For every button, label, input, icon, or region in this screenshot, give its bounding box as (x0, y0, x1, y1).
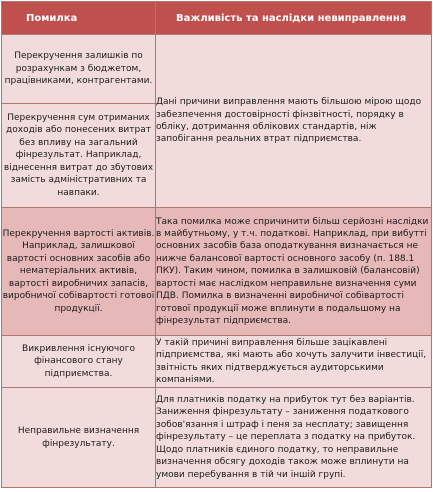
errors-table (1, 1, 432, 488)
header-consequences: Важливість та наслідки невиправлення (156, 2, 432, 35)
table-row (2, 336, 432, 388)
error-cell: Перекручення сум отриманих доходів або понесених витрат без впливу на загальний фінрезультат. Наприклад, віднесення витрат до збутових замість адміністративних та навпаки. (2, 104, 156, 208)
table-row (2, 388, 432, 488)
error-cell: Перекручення вартості активів. Наприклад, залишкової вартості основних засобів або нематеріальних активів, вартості виробничих запасів, виробничої собівартості готової продукції. (2, 208, 156, 336)
error-cell: Перекручення залишків по розрахункам з бюджетом, працівниками, контрагентами. (2, 35, 156, 104)
consequence-cell: Дані причини виправлення мають більшою мірою щодо забезпечення достовірності фінзвітності, порядку в обліку, дотримання облікових стандартів, ніж запобігання реальних втрат підприємства. (156, 35, 432, 208)
consequence-cell: Для платників податку на прибуток тут без варіантів. Заниження фінрезультату – заниження податкового зобов'язання і штраф і пеня за несплату; завищення фінрезультату – це переплата з податку на прибуток. Щодо платників єдиного податку, то неправильне визначення обсягу доходів також може вплинути на умови перебування в тій чи іншій групі. (156, 388, 432, 488)
consequence-cell: Така помилка може спричинити більш серйозні наслідки в майбутньому, у т.ч. податкові. Наприклад, при вибутті основних засобів база оподаткування визначається не нижче балансової вартості основного засобу (п. 188.1 ПКУ). Таким чином, помилка в залишковій (балансовій) вартості має наслідком неправильне визначення суми ПДВ. Помилка в визначенні виробничої собівартості готової продукції може вплинути в подальшому на фінрезультат підприємства. (156, 208, 432, 336)
error-cell: Викривлення існуючого фінансового стану підприємства. (2, 336, 156, 388)
header-row (2, 2, 432, 35)
header-error: Помилка (2, 2, 156, 35)
error-cell: Неправильне визначення фінрезультату. (2, 388, 156, 488)
consequence-cell: У такій причині виправлення більше зацікавлені підприємства, які мають або хочуть залучити інвестиції, звітність яких підтверджується аудиторськими компаніями. (156, 336, 432, 388)
table-row (2, 35, 432, 104)
table-row (2, 208, 432, 336)
